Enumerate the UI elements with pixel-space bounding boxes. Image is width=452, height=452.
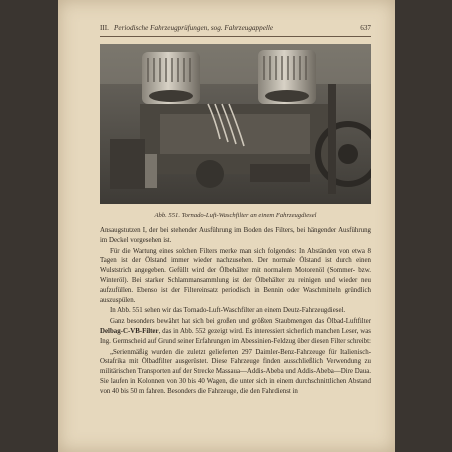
paragraph: Für die Wartung eines solchen Filters merke man sich folgendes: In Abständen von etwa 8 Tagen ist der Ölstand immer wieder nachzusehen. Der normale Ölstand ist durch einen Wulststrich angegeben. Gefüllt wird der Ölbehälter mit normalem Motorenöl (Sommer- bzw. Winteröl). Bei starker Schlammansammlung ist der Ölbehälter zu reinigen und wieder neu aufzufüllen. Ebenso ist der Filtereinsatz periodisch in Bennin oder Waschmitteln gründlich auszuspülen. <box>100 247 371 304</box>
paragraph: Ansaugstutzen I, der bei stehender Ausführung im Boden des Filters, bei hängender Ausführung im Deckel vorgesehen ist. <box>100 227 371 244</box>
paragraph-text: Ganz besonders bewährt hat sich bei großen und größten Staubmengen das Ölbad-Luftfilter <box>110 318 371 326</box>
book-page <box>58 0 395 452</box>
paragraph <box>100 317 371 346</box>
paragraph-text: , das in Abb. 552 gezeigt wird. Es interessiert sicherlich manchen Leser, was Ing. Germscheid auf Grund seiner Erfahrungen im Abessinien-Feldzug über diesen Filter schreibt: <box>100 327 371 345</box>
engine-photo <box>100 44 371 204</box>
body-text <box>100 226 371 397</box>
figure-caption: Abb. 551. Tornado-Luft-Waschfilter an einem Fahrzeugdiesel <box>154 212 317 219</box>
header-section-number: III. <box>100 24 109 32</box>
header-title: Periodische Fahrzeugprüfungen, sog. Fahrzeugappelle <box>114 24 274 32</box>
engine-illustration <box>100 44 371 204</box>
paragraph: In Abb. 551 sehen wir das Tornado-Luft-Waschfilter an einem Deutz-Fahrzeugdiesel. <box>110 307 346 315</box>
paragraph: „Serienmäßig wurden die zuletzt gelieferten 297 Daimler-Benz-Fahrzeuge für Italienisch-Ostafrika mit Ölbadfilter ausgerüstet. Diese Fahrzeuge finden ausschließlich Verwendung zu militärischen Transporten auf der Strecke Massaua—Addis-Abeba und Addis-Abeba—Dire Daua. Sie laufen in Kolonnen von 30 bis 40 Wagen, die unter sich in einem durchschnittlichen Abstand von 40 bis 50 m fahren. Besonders die Fahrzeuge, die den Fahrdienst in <box>100 348 371 395</box>
filter-name: Delbag-C-VB-Filter <box>100 327 159 335</box>
running-header <box>100 22 371 37</box>
page-number: 637 <box>360 24 371 32</box>
